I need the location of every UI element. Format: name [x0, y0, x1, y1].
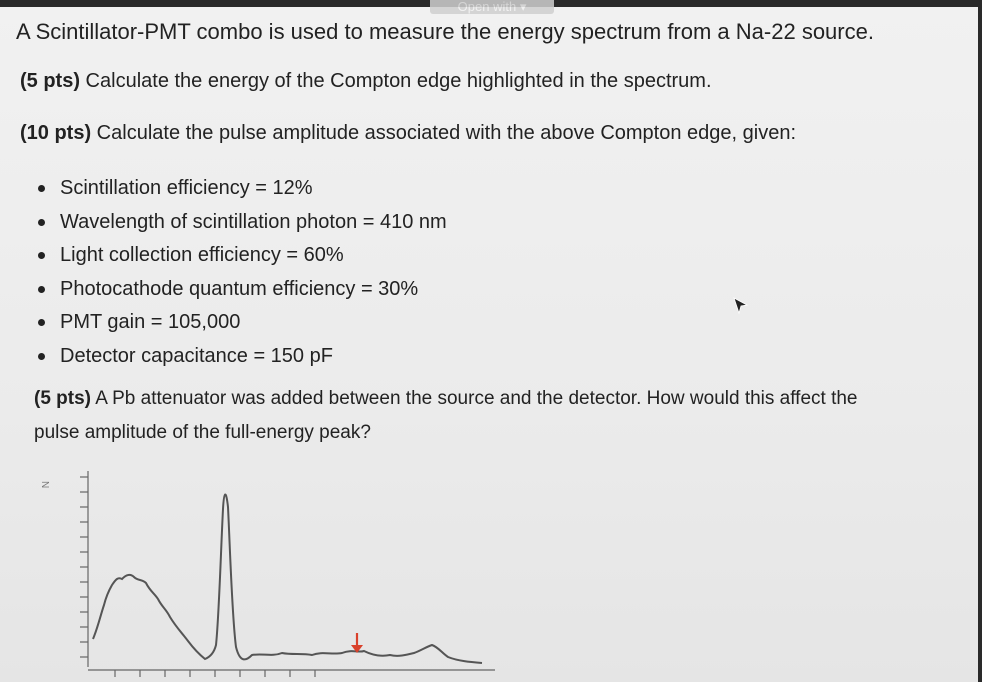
given-item-text: Detector capacitance = 150 pF [60, 344, 333, 367]
given-item-text: PMT gain = 105,000 [60, 311, 241, 333]
spectrum-y-label: N [39, 481, 50, 489]
given-item-text: Photocathode quantum efficiency = 30% [60, 277, 419, 300]
question-1-points: (5 pts) [20, 70, 80, 92]
compton-edge-arrow-icon [351, 633, 363, 653]
given-item [36, 172, 447, 206]
given-item [36, 273, 447, 307]
document-page [0, 7, 978, 682]
question-1 [20, 70, 712, 93]
bullet-dot [38, 252, 45, 259]
bullet-dot [38, 319, 45, 326]
given-list [36, 172, 447, 373]
bullet-dot [38, 185, 45, 192]
open-with-label: Open with [457, 0, 517, 14]
question-2-points: (10 pts) [20, 122, 92, 144]
question-3-line-2: pulse amplitude of the full-energy peak? [34, 422, 371, 443]
question-3-points: (5 pts) [34, 388, 91, 409]
bullet-dot [38, 219, 45, 226]
given-item-text: Wavelength of scintillation photon = 410 nm [60, 210, 447, 233]
question-2 [20, 122, 796, 145]
bullet-dot [38, 286, 45, 293]
energy-spectrum [0, 467, 520, 682]
question-3-line-1 [34, 382, 982, 416]
question-3 [34, 382, 982, 450]
given-item [36, 340, 447, 374]
given-item-text: Light collection efficiency = 60% [60, 244, 344, 266]
given-item [36, 306, 447, 340]
x-axis [88, 670, 495, 677]
given-item-text: Scintillation efficiency = 12% [60, 177, 313, 199]
question-2-text: Calculate the pulse amplitude associated with the above Compton edge, given: [91, 122, 797, 144]
question-1-text: Calculate the energy of the Compton edge highlighted in the spectrum. [80, 70, 712, 92]
given-item [36, 206, 447, 240]
question-3-text-1: A Pb attenuator was added between the source and the detector. How would this affect the [91, 388, 858, 409]
open-with-button[interactable]: Open with ▾ [430, 0, 554, 14]
bullet-dot [38, 353, 45, 360]
problem-intro: A Scintillator-PMT combo is used to measure the energy spectrum from a Na-22 source. [16, 19, 874, 44]
y-axis [80, 471, 88, 667]
right-frame-bar [978, 0, 982, 682]
given-item [36, 239, 447, 273]
mouse-cursor-icon [733, 297, 749, 315]
spectrum-trace [93, 494, 482, 663]
